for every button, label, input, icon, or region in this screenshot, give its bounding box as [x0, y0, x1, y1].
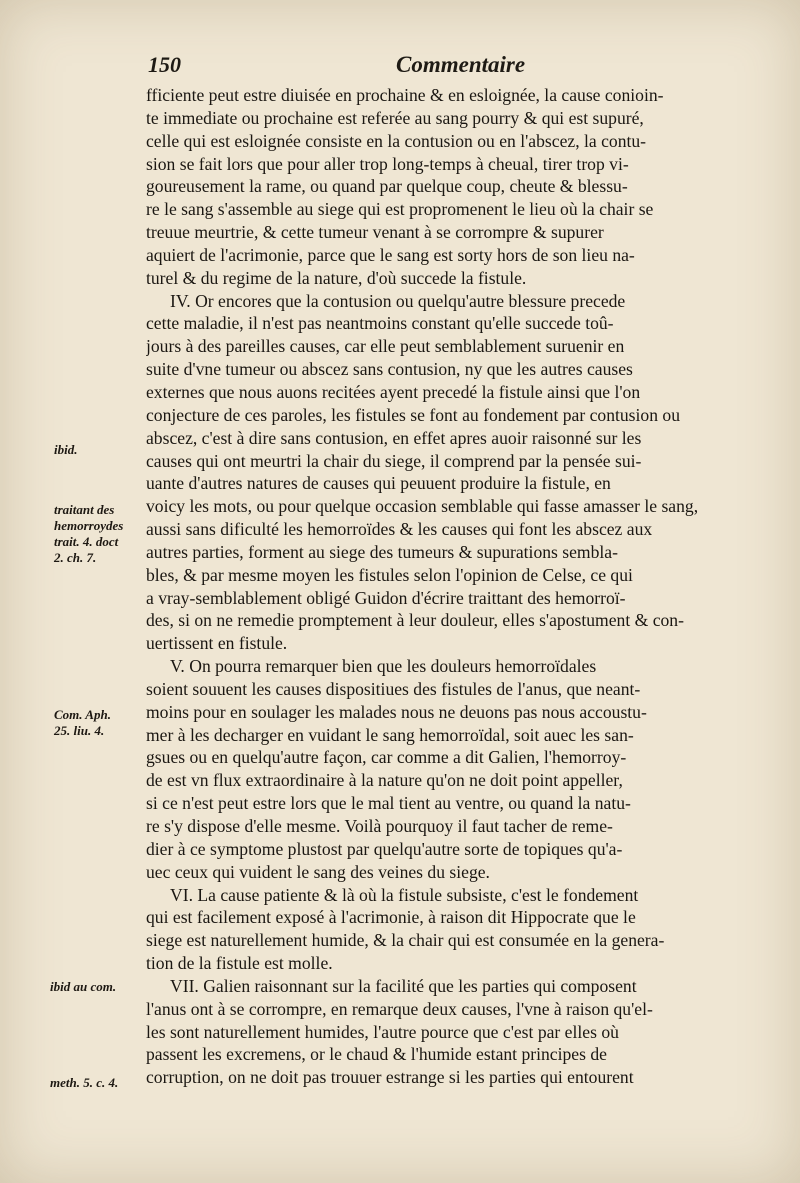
page-number: 150 — [148, 52, 181, 77]
text-line: autres parties, forment au siege des tumeurs & supurations sembla- — [146, 541, 618, 562]
text-line: de est vn flux extraordinaire à la nature qu'on ne doit point appeller, — [146, 770, 623, 791]
text-line: cette maladie, il n'est pas neantmoins constant qu'elle succede toû- — [146, 313, 614, 334]
text-line: re le sang s'assemble au siege qui est propromenent le lieu où la chair se — [146, 199, 654, 220]
text-line: uertissent en fistule. — [146, 633, 288, 654]
section-heading-line: VI. La cause patiente & là où la fistule subsiste, c'est le fondement — [170, 884, 639, 905]
text-line: fficiente peut estre diuisée en prochaine & en esloignée, la cause conioin- — [146, 85, 664, 105]
margin-note-line: meth. 5. c. 4. — [50, 1075, 119, 1090]
margin-note — [50, 979, 142, 995]
text-line: siege est naturellement humide, & la chair qui est consumée en la genera- — [146, 930, 665, 951]
margin-note-line: Com. Aph. — [54, 707, 111, 722]
text-line: te immediate ou prochaine est referée au sang pourry & qui est supuré, — [146, 107, 644, 128]
text-line: dier à ce symptome plustost par quelqu'autre sorte de topiques qu'a- — [146, 838, 623, 859]
text-line: l'anus ont à se corrompre, en remarque deux causes, l'vne à raison qu'el- — [146, 998, 653, 1019]
page-header — [148, 52, 748, 86]
margin-note-line: ibid. — [54, 442, 78, 457]
text-line: les sont naturellement humides, l'autre pource que c'est par elles où — [146, 1021, 619, 1042]
text-line: des, si on ne remedie promptement à leur douleur, elles s'apostument & con- — [146, 610, 684, 631]
margin-note-line: 25. liu. 4. — [54, 723, 105, 738]
text-line: si ce n'est peut estre lors que le mal tient au ventre, ou quand la natu- — [146, 793, 631, 814]
text-line: passent les excremens, or le chaud & l'humide estant principes de — [146, 1044, 607, 1065]
text-line: a vray-semblablement obligé Guidon d'écrire traittant des hemorroï- — [146, 587, 626, 608]
margin-note — [50, 1075, 142, 1091]
margin-note — [54, 502, 146, 566]
text-line: causes qui ont meurtri la chair du siege, il comprend par la pensée sui- — [146, 450, 642, 471]
text-line: suite d'vne tumeur ou abscez sans contusion, ny que les autres causes — [146, 359, 633, 380]
text-line: externes que nous auons recitées ayent precedé la fistule ainsi que l'on — [146, 381, 641, 402]
text-line: re s'y dispose d'elle mesme. Voilà pourquoy il faut tacher de reme- — [146, 816, 613, 836]
margin-note — [54, 707, 146, 739]
body-text — [146, 84, 766, 1089]
margin-note — [54, 442, 146, 458]
text-line: goureusement la rame, ou quand par quelque coup, cheute & blessu- — [146, 176, 628, 197]
text-line: moins pour en soulager les malades nous ne deuons pas nous accoustu- — [146, 701, 647, 722]
text-line: abscez, c'est à dire sans contusion, en effet apres auoir raisonné sur les — [146, 427, 642, 448]
text-line: soient souuent les causes dispositiues des fistules de l'anus, que neant- — [146, 678, 641, 699]
text-line: voicy les mots, ou pour quelque occasion semblable qui fasse amasser le sang, — [146, 496, 699, 517]
section-heading-line: VII. Galien raisonnant sur la facilité que les parties qui composent — [170, 975, 637, 996]
margin-note-line: 2. ch. 7. — [54, 550, 97, 565]
text-line: tion de la fistule est molle. — [146, 953, 333, 974]
text-line: uante d'autres natures de causes qui peuuent produire la fistule, en — [146, 473, 611, 494]
text-line: bles, & par mesme moyen les fistules selon l'opinion de Celse, ce qui — [146, 564, 633, 585]
text-line: mer à les decharger en vuidant le sang hemorroïdal, soit auec les san- — [146, 724, 634, 745]
margin-note-line: trait. 4. doct — [54, 534, 119, 549]
text-line: turel & du regime de la nature, d'où succede la fistule. — [146, 267, 527, 288]
text-line: jours à des pareilles causes, car elle peut semblablement suruenir en — [146, 336, 625, 357]
text-line: aussi sans dificulté les hemorroïdes & les causes qui font les abscez aux — [146, 519, 653, 540]
margin-note-line: traitant des — [54, 502, 115, 517]
margin-note-line: hemorroydes — [54, 518, 124, 533]
text-line: treuue meurtrie, & cette tumeur venant à se corrompre & supurer — [146, 222, 604, 243]
text-line: gsues ou en quelqu'autre façon, car comme a dit Galien, l'hemorroy- — [146, 747, 627, 768]
text-line: conjecture de ces paroles, les fistules se font au fondement par contusion ou — [146, 404, 680, 425]
text-line: celle qui est esloignée consiste en la contusion ou en l'abscez, la contu- — [146, 130, 647, 151]
text-line: aquiert de l'acrimonie, parce que le sang est sorty hors de son lieu na- — [146, 244, 635, 265]
text-line: sion se fait lors que pour aller trop long-temps à cheual, tirer trop vi- — [146, 153, 629, 174]
running-title: Commentaire — [396, 52, 526, 77]
margin-note-line: ibid au com. — [50, 979, 117, 994]
margin-notes — [0, 0, 140, 1183]
section-heading-line: IV. Or encores que la contusion ou quelqu'autre blessure precede — [170, 290, 626, 311]
section-heading-line: V. On pourra remarquer bien que les douleurs hemorroïdales — [170, 656, 597, 677]
text-line: corruption, on ne doit pas trouuer estrange si les parties qui entourent — [146, 1067, 634, 1088]
text-line: uec ceux qui vuident le sang des veines du siege. — [146, 861, 490, 882]
text-line: qui est facilement exposé à l'acrimonie, à raison dit Hippocrate que le — [146, 907, 636, 928]
